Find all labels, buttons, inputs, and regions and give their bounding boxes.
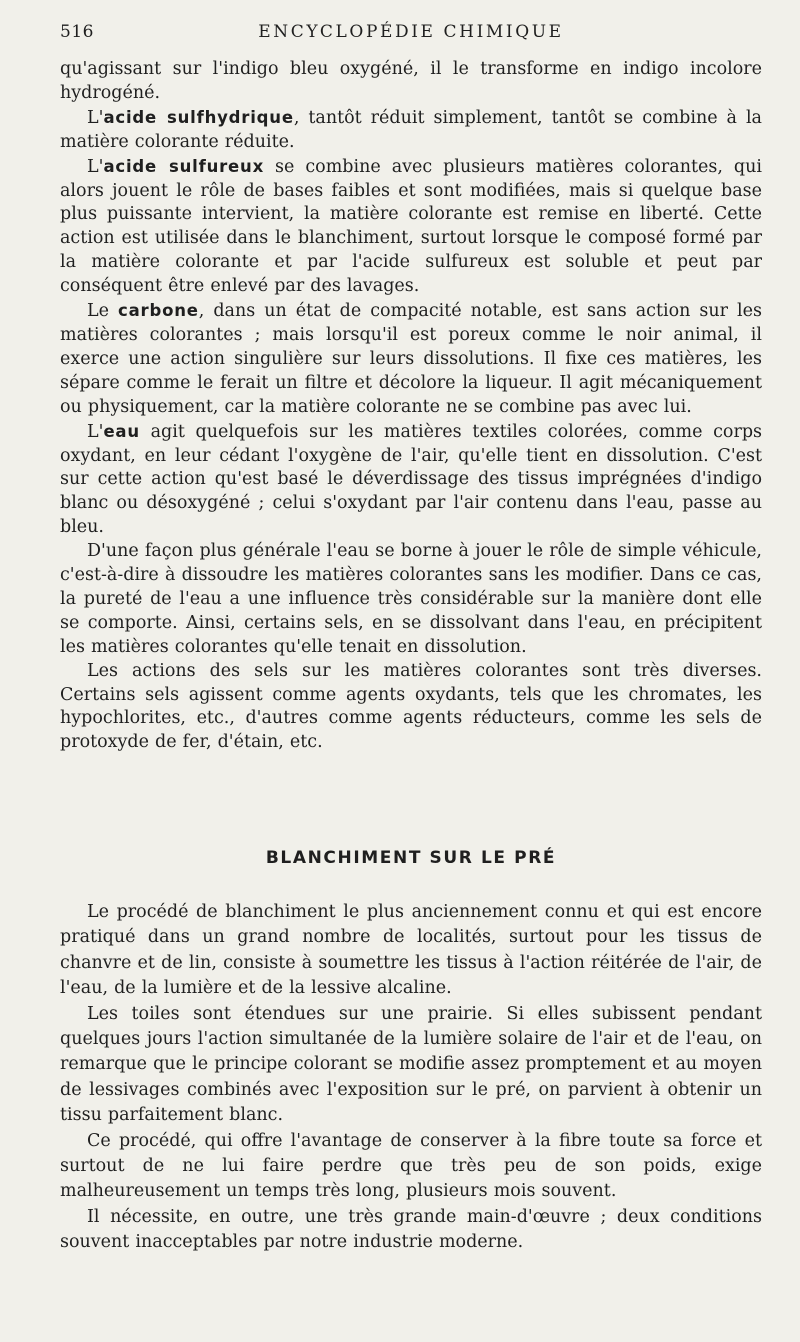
section-paragraph: Les toiles sont étendues sur une prairie. Si elles subissent pendant quelques jours l'action simultanée de la lumière solaire de l'air et de l'eau, on remarque que le principe colorant se modifie assez promptement et au moyen de lessivages combinés avec l'exposition sur le pré, on parvient à obtenir un tissu parfaitement blanc. bbox=[60, 1003, 762, 1126]
section-title: BLANCHIMENT SUR LE PRÉ bbox=[265, 848, 557, 868]
term-eau: eau bbox=[103, 421, 140, 441]
page-number: 516 bbox=[60, 22, 94, 42]
page-header bbox=[60, 22, 762, 46]
paragraph-eau-vehicule bbox=[60, 540, 762, 660]
term-carbone: carbone bbox=[118, 301, 199, 321]
section-paragraph: Il nécessite, en outre, une très grande main-d'œuvre ; deux conditions souvent inacceptables par notre industrie moderne. bbox=[60, 1206, 762, 1253]
body-text-section bbox=[60, 900, 762, 1256]
paragraph-prefix: L' bbox=[87, 156, 104, 177]
term-acide-sulfhydrique: acide sulfhydrique bbox=[103, 107, 294, 127]
paragraph-text: se combine avec plusieurs matières colorantes, qui alors jouent le rôle de bases faibles et sont modifiées, mais si quelque base plus puissante intervient, la matière colorante est remise en liberté. Cette action est utilisée dans le blanchiment, surtout lorsque le composé formé par la matière colorante et par l'acide sulfureux est soluble et peut par conséquent être enlevé par des lavages. bbox=[60, 156, 762, 297]
section-paragraph: Ce procédé, qui offre l'avantage de conserver à la fibre toute sa force et surtout de ne lui faire perdre que très peu de son poids, exige malheureusement un temps très long, plusieurs mois souvent. bbox=[60, 1130, 762, 1202]
paragraph-sels bbox=[60, 660, 762, 756]
term-acide-sulfureux: acide sulfureux bbox=[103, 156, 265, 176]
paragraph-text: qu'agissant sur l'indigo bleu oxygéné, il le transforme en indigo incolore hydrogéné. bbox=[60, 59, 762, 103]
body-text-top bbox=[60, 58, 762, 755]
paragraph-text: , tantôt réduit simplement, tantôt se combine à la matière colorante réduite. bbox=[60, 107, 762, 152]
paragraph-prefix: L' bbox=[87, 107, 104, 128]
paragraph-text: Les actions des sels sur les matières colorantes sont très diverses. Certains sels agissent comme agents oxydants, tels que les chromates, les hypochlorites, etc., d'autres comme agents réducteurs, comme les sels de protoxyde de fer, d'étain, etc. bbox=[60, 660, 762, 753]
paragraph-acide-sulfureux bbox=[60, 155, 762, 299]
paragraph-text: D'une façon plus générale l'eau se borne à jouer le rôle de simple véhicule, c'est-à-dire à dissoudre les matières colorantes sans les modifier. Dans ce cas, la pureté de l'eau a une influence très considérable sur la manière dont elle se comporte. Ainsi, certains sels, en se dissolvant dans l'eau, en précipitent les matières colorantes qu'elle tenait en dissolution. bbox=[60, 541, 762, 657]
paragraph-eau bbox=[60, 420, 762, 541]
paragraph-text: , dans un état de compacité notable, est sans action sur les matières colorantes ; mais lorsqu'il est poreux comme le noir animal, il exerce une action singulière sur leurs dissolutions. Il fixe ces matières, les sépare comme le ferait un filtre et décolore la liqueur. Il agit mécaniquement ou physiquement, car la matière colorante ne se combine pas avec lui. bbox=[60, 301, 762, 417]
paragraph-carbone bbox=[60, 299, 762, 420]
paragraph-continuation bbox=[60, 58, 762, 106]
paragraph-prefix: Le bbox=[87, 301, 118, 322]
section-paragraph: Le procédé de blanchiment le plus anciennement connu et qui est encore pratiqué dans un grand nombre de localités, surtout pour les tissus de chanvre et de lin, consiste à soumettre les tissus à l'action réitérée de l'air, de l'eau, de la lumière et de la lessive alcaline. bbox=[60, 902, 762, 999]
paragraph-acide-sulfhydrique bbox=[60, 106, 762, 155]
paragraph-prefix: L' bbox=[87, 421, 104, 442]
paragraph-text: agit quelquefois sur les matières textiles colorées, comme corps oxydant, en leur cédant l'oxygène de l'air, qu'elle tient en dissolution. C'est sur cette action qu'est basé le déverdissage des tissus imprégnées d'indigo blanc ou désoxygéné ; celui s'oxydant par l'air contenu dans l'eau, passe au bleu. bbox=[60, 421, 762, 538]
running-title: ENCYCLOPÉDIE CHIMIQUE bbox=[258, 22, 564, 42]
